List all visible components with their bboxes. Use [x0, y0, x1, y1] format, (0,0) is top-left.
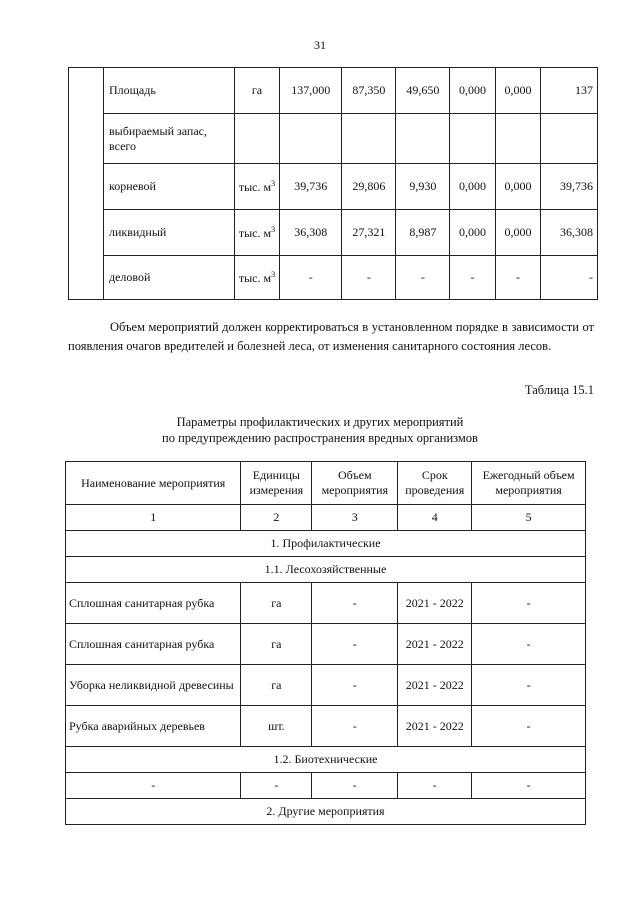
unit-superscript: 3	[271, 269, 276, 279]
measure-volume: -	[312, 706, 398, 747]
cell-value: 39,736	[541, 164, 598, 210]
page-number: 31	[314, 38, 326, 52]
cell-value: 0,000	[495, 210, 540, 256]
measure-unit: га	[241, 665, 312, 706]
cell-value: 36,308	[280, 210, 342, 256]
table-row	[66, 706, 586, 747]
measure-annual: -	[472, 583, 586, 624]
column-number: 4	[398, 505, 472, 531]
measure-volume: -	[312, 624, 398, 665]
row-name: корневой	[104, 164, 235, 210]
measure-annual: -	[472, 624, 586, 665]
measure-name: Сплошная санитарная рубка	[66, 624, 241, 665]
table-row	[69, 114, 598, 164]
row-unit	[235, 164, 280, 210]
cell-value: 0,000	[495, 164, 540, 210]
cell-value: -	[342, 256, 396, 300]
cell-value: 137	[541, 68, 598, 114]
section-row	[66, 557, 586, 583]
measures-table	[65, 461, 586, 825]
column-number: 2	[241, 505, 312, 531]
measure-name: Сплошная санитарная рубка	[66, 583, 241, 624]
measure-volume: -	[312, 583, 398, 624]
measure-period: 2021 - 2022	[398, 706, 472, 747]
cell-value: 87,350	[342, 68, 396, 114]
unit-superscript: 3	[271, 224, 276, 234]
table-row	[66, 665, 586, 706]
table-title	[0, 414, 640, 446]
table-row	[69, 164, 598, 210]
empty-value: -	[472, 773, 586, 799]
cell-value: 27,321	[342, 210, 396, 256]
cell-value: 49,650	[396, 68, 450, 114]
row-unit	[235, 256, 280, 300]
section-heading: 2. Другие мероприятия	[66, 799, 586, 825]
cell-value	[495, 114, 540, 164]
cell-value: -	[280, 256, 342, 300]
table-title-line: Параметры профилактических и других мероприятий	[176, 415, 464, 429]
row-name: ликвидный	[104, 210, 235, 256]
cell-value: 137,000	[280, 68, 342, 114]
column-number: 3	[312, 505, 398, 531]
section-heading: 1.1. Лесохозяйственные	[66, 557, 586, 583]
cell-value	[541, 114, 598, 164]
measure-volume: -	[312, 665, 398, 706]
empty-value: -	[398, 773, 472, 799]
measure-period: 2021 - 2022	[398, 624, 472, 665]
cell-value: -	[541, 256, 598, 300]
measure-unit: шт.	[241, 706, 312, 747]
unit-text: тыс. м	[238, 179, 272, 194]
table-row	[69, 256, 598, 300]
table-title-line: по предупреждению распространения вредных организмов	[162, 431, 478, 445]
table-row	[66, 773, 586, 799]
cell-value	[280, 114, 342, 164]
measure-period: 2021 - 2022	[398, 665, 472, 706]
cell-value: -	[495, 256, 540, 300]
header-cell: Объем мероприятия	[312, 462, 398, 505]
cell-value	[450, 114, 495, 164]
table-row	[66, 624, 586, 665]
measure-annual: -	[472, 706, 586, 747]
table-label: Таблица 15.1	[524, 383, 594, 397]
section-row	[66, 747, 586, 773]
cell-value: 9,930	[396, 164, 450, 210]
measure-name: Рубка аварийных деревьев	[66, 706, 241, 747]
empty-value: -	[312, 773, 398, 799]
header-row	[66, 462, 586, 505]
empty-value: -	[66, 773, 241, 799]
cell-value: -	[450, 256, 495, 300]
row-name: Площадь	[104, 68, 235, 114]
body-paragraph: Объем мероприятий должен корректироваться в установленном порядке в зависимости от появления очагов вредителей и болезней леса, от изменения санитарного состояния лесов.	[68, 320, 594, 353]
cell-value: 0,000	[450, 164, 495, 210]
section-row	[66, 799, 586, 825]
unit-text: тыс. м	[238, 270, 272, 285]
cell-value: 36,308	[541, 210, 598, 256]
header-cell: Ежегодный объем мероприятия	[472, 462, 586, 505]
cell-value	[396, 114, 450, 164]
header-cell: Срок проведения	[398, 462, 472, 505]
measure-unit: га	[241, 583, 312, 624]
forest-volume-table	[68, 67, 598, 300]
table-row	[69, 68, 598, 114]
column-number-row	[66, 505, 586, 531]
column-number: 1	[66, 505, 241, 531]
unit-text: тыс. м	[238, 225, 272, 240]
row-unit: га	[235, 68, 280, 114]
measure-period: 2021 - 2022	[398, 583, 472, 624]
row-unit	[235, 114, 280, 164]
unit-superscript: 3	[271, 178, 276, 188]
section-heading: 1.2. Биотехнические	[66, 747, 586, 773]
row-name: деловой	[104, 256, 235, 300]
table-row	[66, 583, 586, 624]
cell-value: 29,806	[342, 164, 396, 210]
empty-value: -	[241, 773, 312, 799]
cell-value: 39,736	[280, 164, 342, 210]
merged-side-cell	[69, 68, 104, 300]
row-name: выбираемый запас, всего	[104, 114, 235, 164]
cell-value: 0,000	[495, 68, 540, 114]
cell-value: 0,000	[450, 68, 495, 114]
section-row	[66, 531, 586, 557]
cell-value: -	[396, 256, 450, 300]
section-heading: 1. Профилактические	[66, 531, 586, 557]
table-row	[69, 210, 598, 256]
header-cell: Единицы измерения	[241, 462, 312, 505]
header-cell: Наименование мероприятия	[66, 462, 241, 505]
measure-unit: га	[241, 624, 312, 665]
cell-value: 0,000	[450, 210, 495, 256]
column-number: 5	[472, 505, 586, 531]
measure-annual: -	[472, 665, 586, 706]
cell-value: 8,987	[396, 210, 450, 256]
measure-name: Уборка неликвидной древесины	[66, 665, 241, 706]
row-unit	[235, 210, 280, 256]
cell-value	[342, 114, 396, 164]
